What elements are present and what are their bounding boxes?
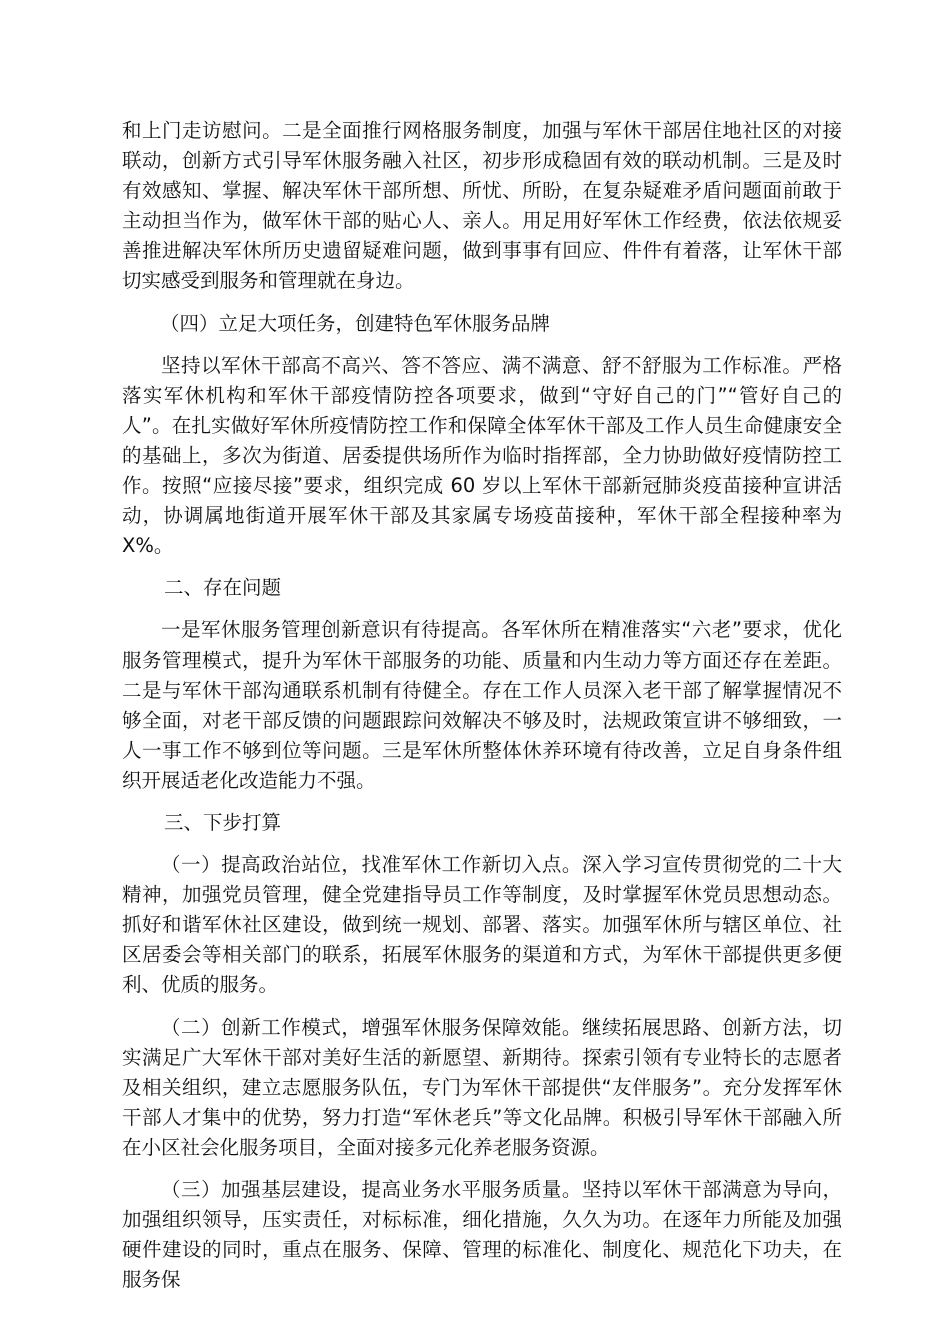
chapter-heading-problems: 二、存在问题 [164, 576, 282, 600]
paragraph-epidemic-prevention: 坚持以军休干部高不高兴、答不答应、满不满意、舒不舒服为工作标准。严格落实军休机构和军休干部疫情防控各项要求，做到“守好自己的门”“管好自己的人”。在扎实做好军休所疫情防控工作和保障全体军休干部及工作人员生命健康安全的基础上，多次为街道、居委提供场所作为临时指挥部，全力协助做好疫情防控工作。按照“应接尽接”要求，组织完成 60 岁以上军休干部新冠肺炎疫苗接种宣讲活动，协调属地街道开展军休干部及其家属专场疫苗接种，军休干部全程接种率为 X%。 [122, 353, 842, 558]
document-page [122, 116, 842, 1307]
paragraph-next-step-1: （一）提高政治站位，找准军休工作新切入点。深入学习宣传贯彻党的二十大精神，加强党员管理，健全党建指导员工作等制度，及时掌握军休党员思想动态。抓好和谐军休社区建设，做到统一规划、部署、落实。加强军休所与辖区单位、社区居委会等相关部门的联系，拓展军休服务的渠道和方式，为军休干部提供更多便利、优质的服务。 [122, 853, 842, 997]
paragraph-next-step-3: （三）加强基层建设，提高业务水平服务质量。坚持以军休干部满意为导向，加强组织领导，压实责任，对标标准，细化措施，久久为功。在逐年力所能及加强硬件建设的同时，重点在服务、保障、管理的标准化、制度化、规范化下功夫，在服务保 [122, 1178, 842, 1292]
paragraph-problems: 一是军休服务管理创新意识有待提高。各军休所在精准落实“六老”要求，优化服务管理模式，提升为军休干部服务的功能、质量和内生动力等方面还存在差距。二是与军休干部沟通联系机制有待健全。存在工作人员深入老干部了解掌握情况不够全面，对老干部反馈的问题跟踪问效解决不够及时，法规政策宣讲不够细致，一人一事工作不够到位等问题。三是军休所整体休养环境有待改善，立足自身条件组织开展适老化改造能力不强。 [122, 618, 842, 792]
paragraph-continuation: 和上门走访慰问。二是全面推行网格服务制度，加强与军休干部居住地社区的对接联动，创新方式引导军休服务融入社区，初步形成稳固有效的联动机制。三是及时有效感知、掌握、解决军休干部所想、所忧、所盼，在复杂疑难矛盾问题面前敢于主动担当作为，做军休干部的贴心人、亲人。用足用好军休工作经费，依法依规妥善推进解决军休所历史遗留疑难问题，做到事事有回应、件件有着落，让军休干部切实感受到服务和管理就在身边。 [122, 119, 842, 293]
section-heading-4: （四）立足大项任务，创建特色军休服务品牌 [160, 311, 551, 335]
chapter-heading-next-steps: 三、下步打算 [164, 810, 282, 834]
paragraph-next-step-2: （二）创新工作模式，增强军休服务保障效能。继续拓展思路、创新方法，切实满足广大军休干部对美好生活的新愿望、新期待。探索引领有专业特长的志愿者及相关组织，建立志愿服务队伍，专门为军休干部提供“友伴服务”。充分发挥军休干部人才集中的优势，努力打造“军休老兵”等文化品牌。积极引导军休干部融入所在小区社会化服务项目，全面对接多元化养老服务资源。 [122, 1015, 842, 1159]
